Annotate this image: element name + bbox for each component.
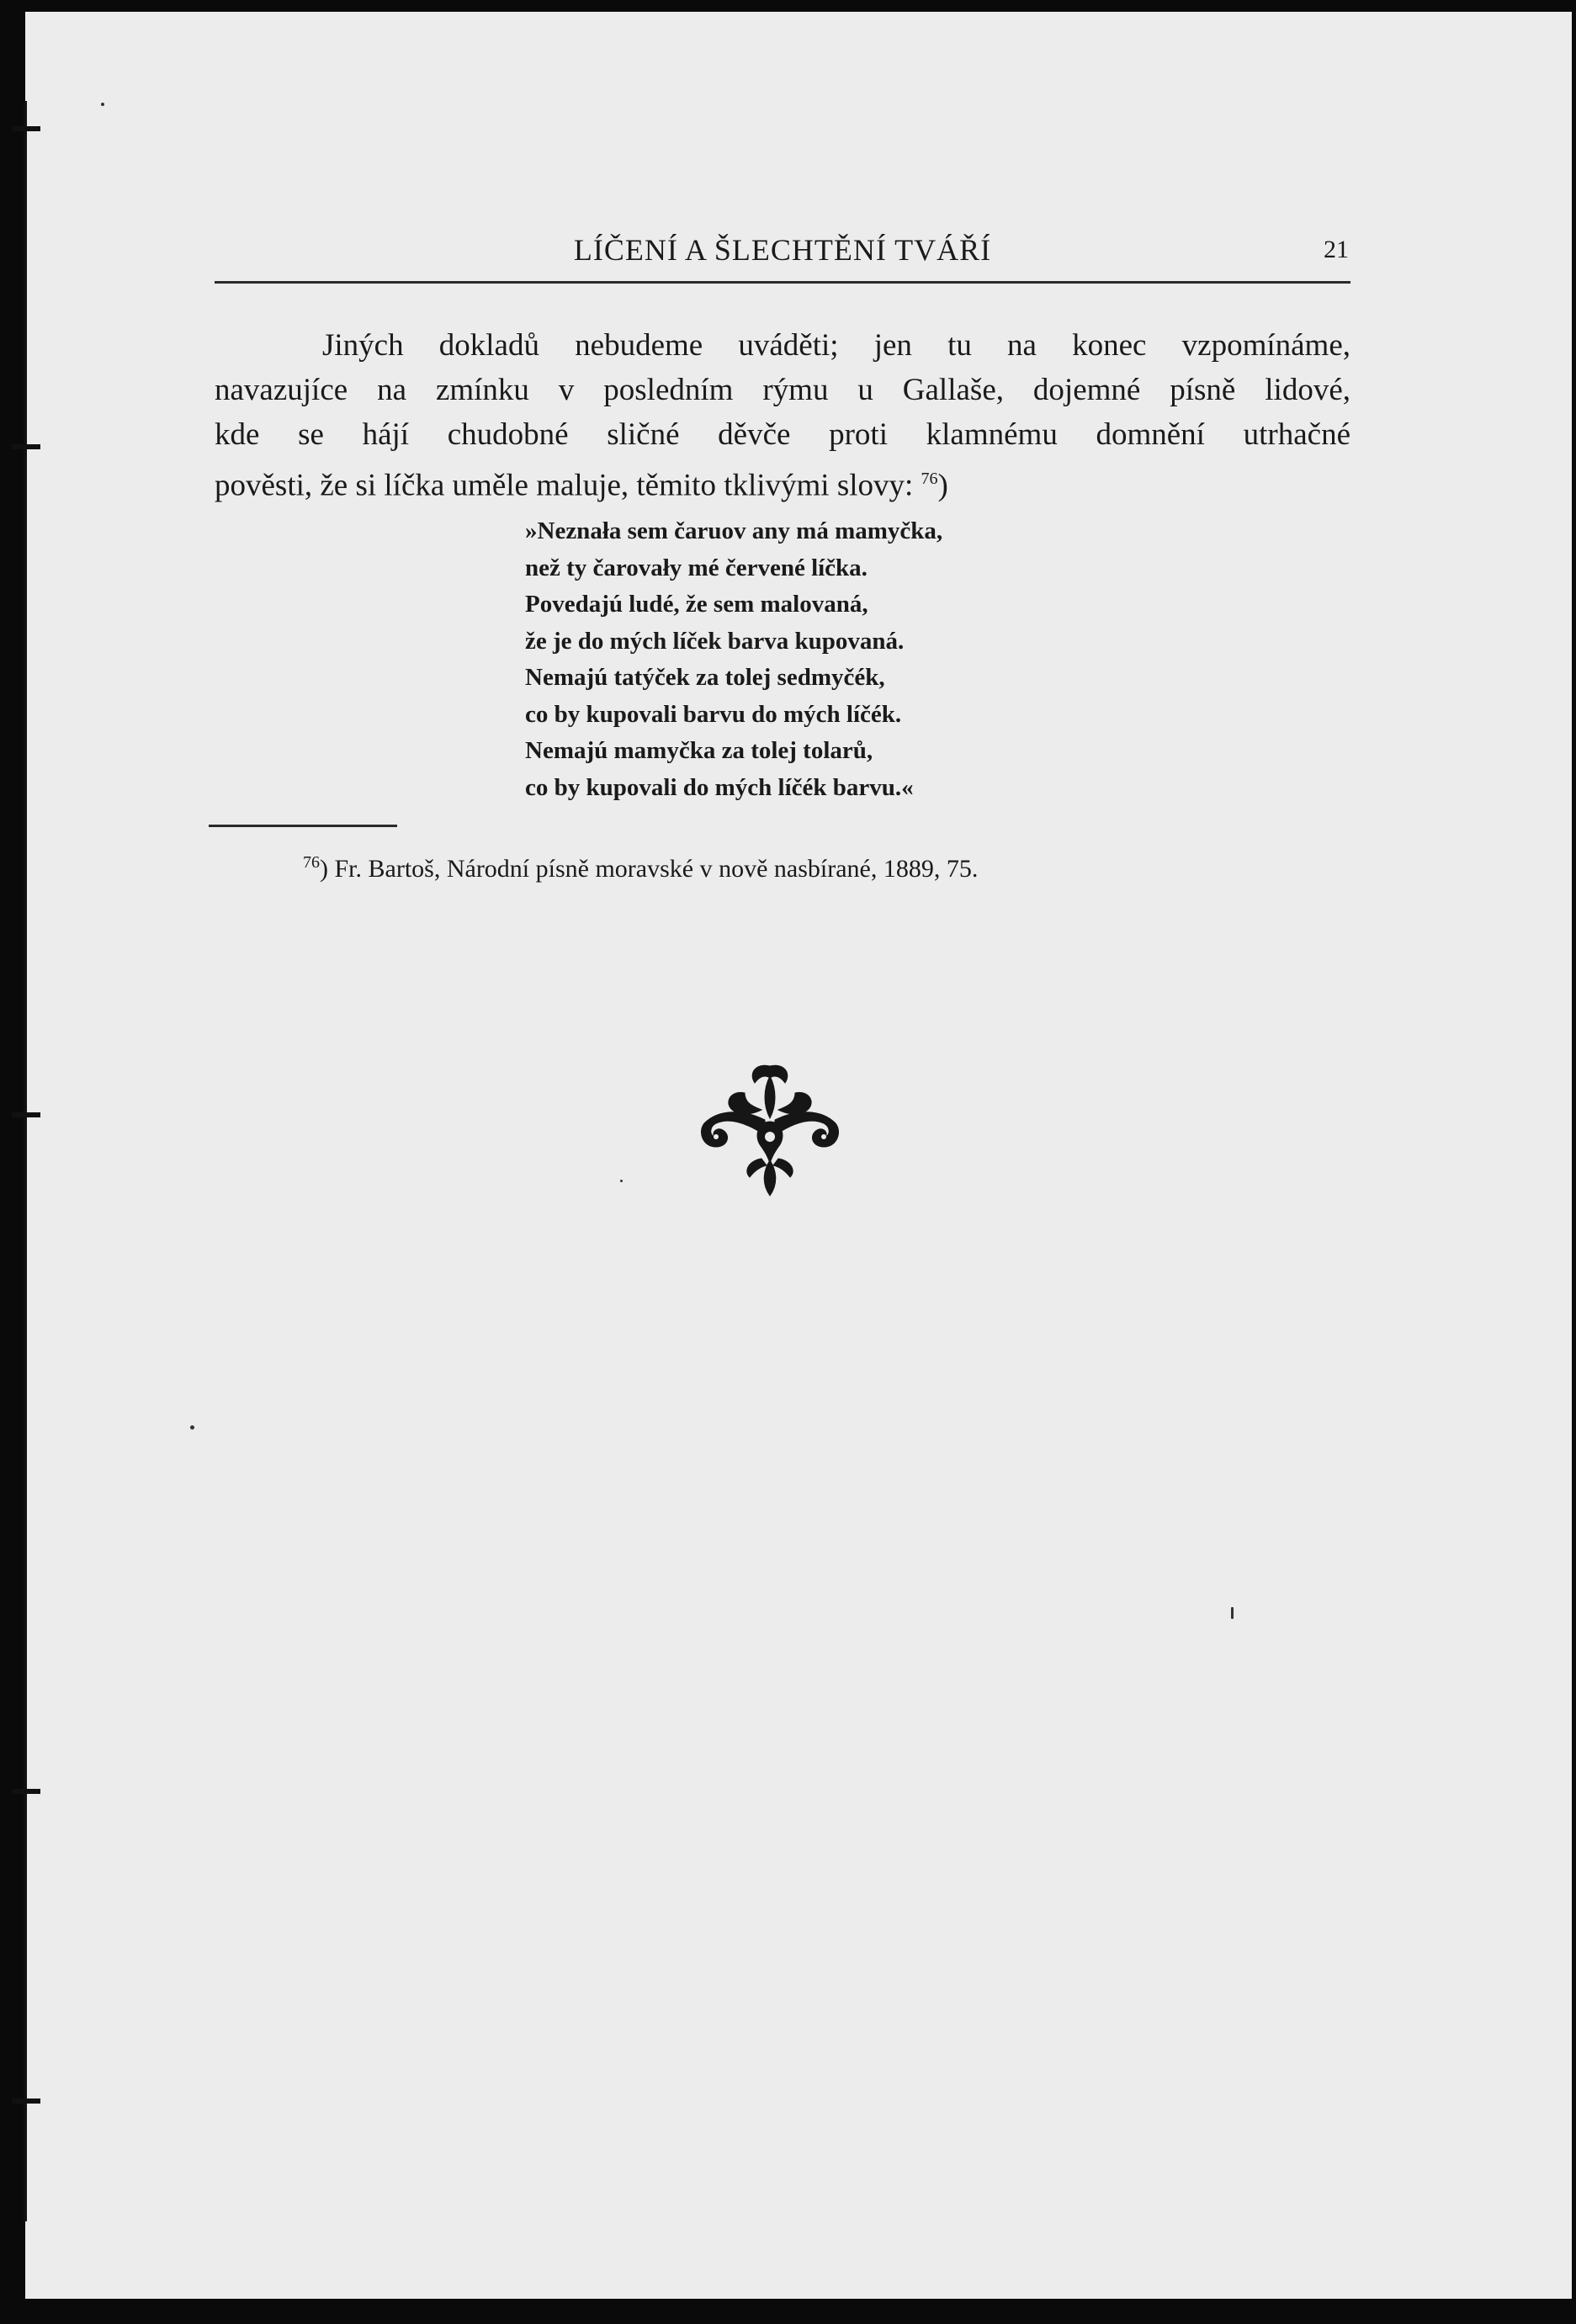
poem-line: »Neznała sem čaruov any má mamyčka,: [525, 517, 943, 544]
running-head: [215, 232, 1350, 274]
binding-mark: [12, 126, 40, 131]
book-page: [25, 12, 1572, 2299]
poem-line: Nemajú tatýček za tolej sedmyčék,: [525, 664, 885, 691]
dust-speck: [620, 1180, 623, 1182]
running-title: LÍČENÍ A ŠLECHTĚNÍ TVÁŘÍ: [573, 233, 992, 267]
binding-mark: [12, 2098, 40, 2104]
page-number: 21: [1324, 236, 1349, 263]
footnote-reference-close: ): [937, 468, 948, 503]
binding-line: [24, 101, 27, 2221]
body-line: kde se hájí chudobné sličné děvče proti klamnému domnění utrhačné: [215, 417, 1350, 452]
body-line-last: [215, 457, 1350, 507]
body-paragraph: [215, 323, 1350, 507]
folk-song-quote: [525, 513, 1114, 806]
poem-line: Povedajú ludé, že sem malovaná,: [525, 591, 868, 618]
poem-line: že je do mých líček barva kupovaná.: [525, 627, 905, 655]
footnote-text: ) Fr. Bartoš, Národní písně moravské v nově nasbírané, 1889, 75.: [320, 855, 979, 883]
body-line-text: pověsti, že si líčka uměle maluje, těmito tklivými slovy:: [215, 468, 914, 503]
binding-mark: [12, 1789, 40, 1794]
body-line: navazujíce na zmínku v posledním rýmu u Gallaše, dojemné písně lidové,: [215, 373, 1350, 407]
header-rule: [215, 281, 1350, 284]
fleuron-ornament-icon: [694, 1059, 846, 1202]
dust-speck: [1231, 1607, 1234, 1619]
poem-line: co by kupovali do mých líčék barvu.«: [525, 773, 914, 801]
binding-mark: [12, 1112, 40, 1117]
binding-mark: [12, 444, 40, 449]
footnote-reference: 76: [921, 470, 938, 488]
poem-line: co by kupovali barvu do mých líčék.: [525, 700, 902, 728]
body-line: Jiných dokladů nebudeme uváděti; jen tu na konec vzpomínáme,: [322, 328, 1350, 363]
dust-speck: [190, 1425, 194, 1430]
footnote-marker: 76: [303, 853, 320, 872]
binding-edge: [0, 0, 34, 2324]
poem-line: než ty čarovały mé červené líčka.: [525, 554, 868, 581]
footnote: [303, 853, 1313, 883]
poem-line: Nemajú mamyčka za tolej tolarů,: [525, 737, 873, 764]
dust-speck: [101, 103, 104, 106]
footnote-rule: [209, 825, 397, 827]
